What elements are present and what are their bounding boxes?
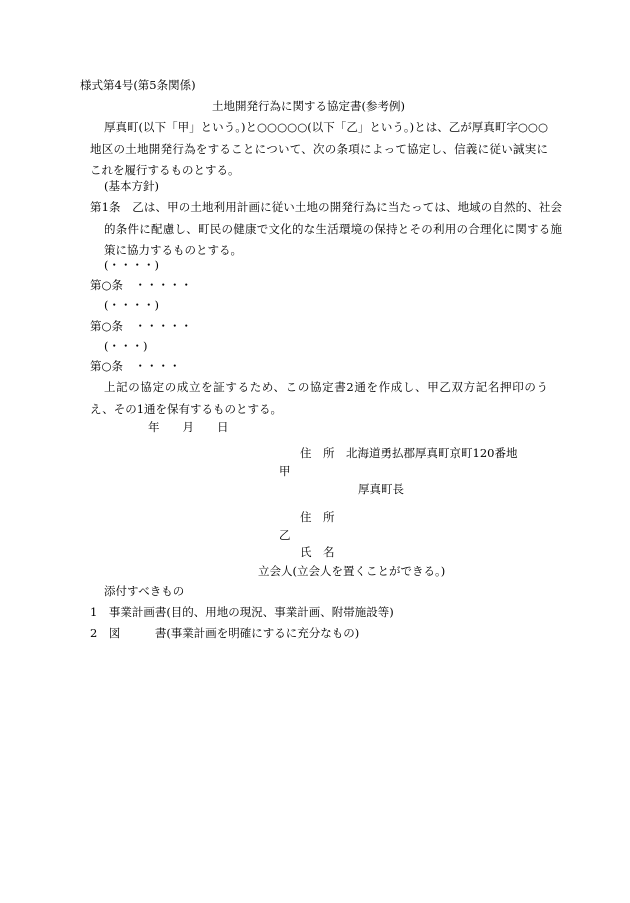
attachment-item: 2 図 書(事業計画を明確にするに充分なもの) xyxy=(90,626,360,640)
closing-paragraph: 上記の協定の成立を証するため、この協定書2通を作成し、甲乙双方記名押印のうえ、その1通を保有するものとする。 xyxy=(90,380,548,416)
party-b-address-label: 住 所 xyxy=(300,510,335,524)
party-a-mark: 甲 xyxy=(279,464,291,478)
article-caption: (・・・) xyxy=(104,339,148,353)
document-title: 土地開発行為に関する協定書(参考例) xyxy=(212,99,405,113)
basic-policy-heading: (基本方針) xyxy=(104,179,159,193)
article-text: 第○条 ・・・・・ xyxy=(90,319,193,333)
party-a-address-value: 北海道勇払郡厚真町京町120番地 xyxy=(346,446,518,460)
party-a-name: 厚真町長 xyxy=(358,482,404,496)
article-text: 第○条 ・・・・・ xyxy=(90,278,193,292)
attachment-item: 1 事業計画書(目的、用地の現況、事業計画、附帯施設等) xyxy=(90,605,394,619)
witness-line: 立会人(立会人を置くことができる。) xyxy=(258,564,446,578)
party-b-mark: 乙 xyxy=(279,528,291,542)
article-1: 第1条 乙は、甲の土地利用計画に従い土地の開発行為に当たっては、地域の自然的、社会的条件に配慮し、町民の健康で文化的な生活環境の保持とその利用の合理化に関する施策に協力するものとする。 xyxy=(90,200,562,257)
form-label: 様式第4号(第5条関係) xyxy=(80,78,196,92)
article-text: 第○条 ・・・・ xyxy=(90,359,181,373)
party-a-address-label: 住 所 xyxy=(300,446,335,460)
date-line: 年 月 日 xyxy=(148,420,229,434)
party-b-name-label: 氏 名 xyxy=(300,545,335,559)
preamble-paragraph: 厚真町(以下「甲」という。)と○○○○○(以下「乙」という。)とは、乙が厚真町字○○○地区の土地開発行為をすることについて、次の条項によって協定し、信義に従い誠実にこれを履行するものとする。 xyxy=(90,120,548,177)
attachments-heading: 添付すべきもの xyxy=(104,584,185,598)
article-caption: (・・・・) xyxy=(104,258,159,272)
article-caption: (・・・・) xyxy=(104,298,159,312)
